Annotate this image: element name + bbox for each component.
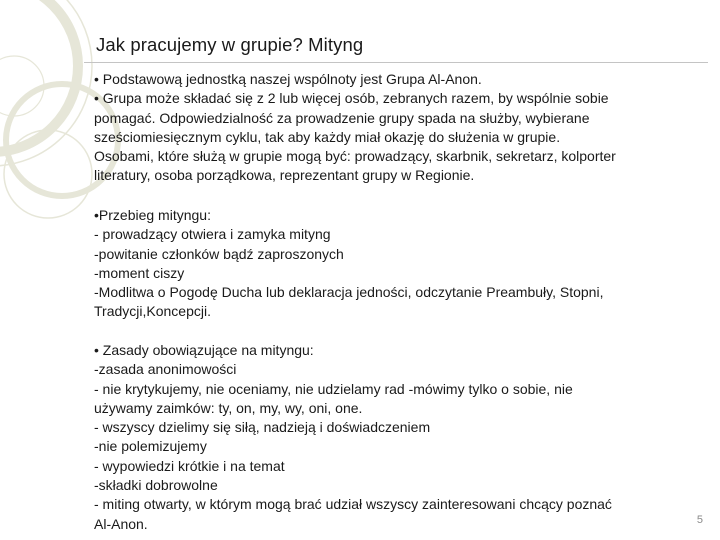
text-line: - wszyscy dzielimy się siłą, nadzieją i doświadczeniem (94, 419, 431, 436)
text-line: -moment ciszy (94, 264, 185, 281)
text-line: Tradycji,Koncepcji. (94, 303, 211, 320)
text-line: - miting otwarty, w którym mogą brać udział wszyscy zainteresowani chcący poznać (94, 496, 612, 513)
intro-paragraph (94, 70, 698, 186)
text-line: - wypowiedzi krótkie i na temat (94, 457, 285, 474)
text-line: • Zasady obowiązujące na mityngu: (94, 342, 314, 358)
page-number: 5 (696, 514, 703, 526)
text-line: -Modlitwa o Pogodę Ducha lub deklaracja jedności, odczytanie Preambuły, Stopni, (94, 284, 604, 301)
text-line: -powitanie członków bądź zaproszonych (94, 245, 344, 262)
text-line: pomagać. Odpowiedzialność za prowadzenie grupy spada na służby, wybierane (94, 109, 590, 126)
text-line: Osobami, które służą w grupie mogą być: prowadzący, skarbnik, sekretarz, kolporter (94, 148, 616, 165)
slide-title: Jak pracujemy w grupie? Mityng (96, 34, 364, 55)
decor-circle-tiny (0, 56, 44, 116)
text-line: -zasada anonimowości (94, 361, 237, 378)
decor-circle-large (0, 0, 78, 152)
text-line: - nie krytykujemy, nie oceniamy, nie udzielamy rad -mówimy tylko o sobie, nie (94, 380, 573, 397)
title-divider (84, 62, 708, 63)
text-line: • Grupa może składać się z 2 lub więcej osób, zebranych razem, by wspólnie sobie (94, 90, 609, 107)
text-line: •Przebieg mityngu: (94, 207, 211, 223)
text-line: Al-Anon. (94, 515, 148, 532)
text-line: -składki dobrowolne (94, 477, 218, 494)
text-line: literatury, osoba porządkowa, reprezentant grupy w Regionie. (94, 167, 475, 184)
text-line: sześciomiesięcznym cyklu, tak aby każdy miał okazję do służenia w grupie. (94, 128, 561, 145)
text-line: -nie polemizujemy (94, 438, 207, 455)
text-line: używamy zaimków: ty, on, my, wy, oni, one. (94, 399, 363, 416)
text-line: • Podstawową jednostką naszej wspólnoty jest Grupa Al-Anon. (94, 71, 482, 87)
meeting-flow-list (94, 206, 698, 322)
meeting-rules-list (94, 341, 698, 534)
text-line: - prowadzący otwiera i zamyka mityng (94, 226, 331, 243)
